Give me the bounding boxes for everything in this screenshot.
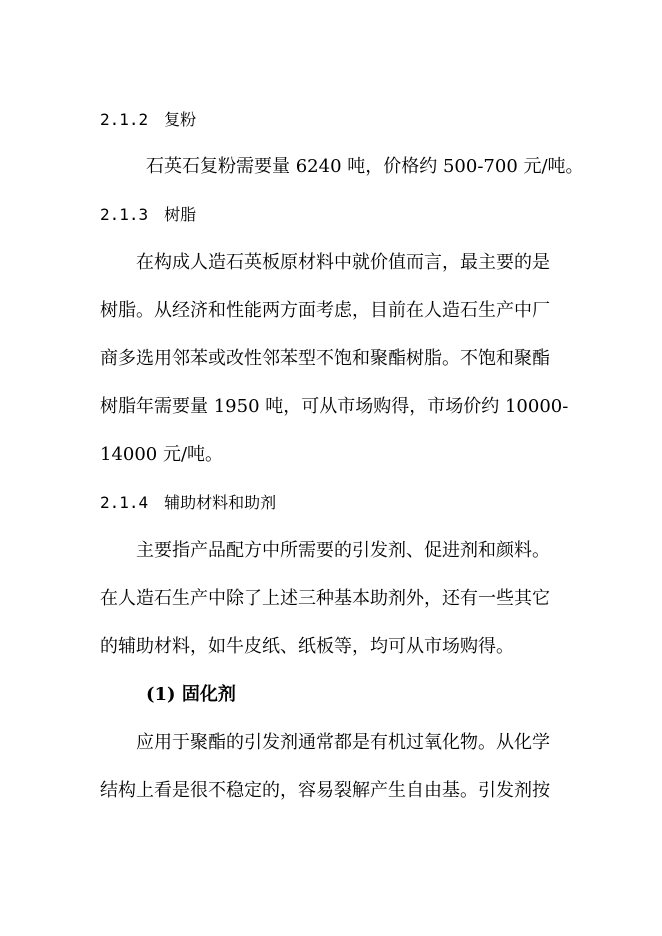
paragraph-line: 14000 元/吨。 — [100, 444, 224, 465]
paragraph-line: 树脂年需要量 1950 吨，可从市场购得，市场价约 10000- — [100, 396, 569, 417]
paragraph-line: 主要指产品配方中所需要的引发剂、促进剂和颜料。 — [136, 540, 550, 561]
paragraph-line: 的辅助材料，如牛皮纸、纸板等，均可从市场购得。 — [100, 636, 514, 657]
paragraph-line: 在构成人造石英板原材料中就价值而言，最主要的是 — [136, 252, 550, 273]
paragraph-line: 结构上看是很不稳定的，容易裂解产生自由基。引发剂按 — [100, 780, 550, 801]
paragraph-line: 树脂。从经济和性能两方面考虑，目前在人造石生产中厂 — [100, 300, 550, 321]
heading-2-1-2: 2.1.2 复粉 — [100, 110, 197, 129]
paragraph-line: 应用于聚酯的引发剂通常都是有机过氧化物。从化学 — [136, 732, 550, 753]
paragraph-line: 在人造石生产中除了上述三种基本助剂外，还有一些其它 — [100, 588, 550, 609]
paragraph-line: 石英石复粉需要量 6240 吨，价格约 500-700 元/吨。 — [146, 156, 584, 177]
subheading-curing-agent: (1) 固化剂 — [146, 684, 236, 705]
heading-2-1-3: 2.1.3 树脂 — [100, 205, 197, 224]
paragraph-line: 商多选用邻苯或改性邻苯型不饱和聚酯树脂。不饱和聚酯 — [100, 348, 550, 369]
heading-2-1-4: 2.1.4 辅助材料和助剂 — [100, 493, 277, 512]
